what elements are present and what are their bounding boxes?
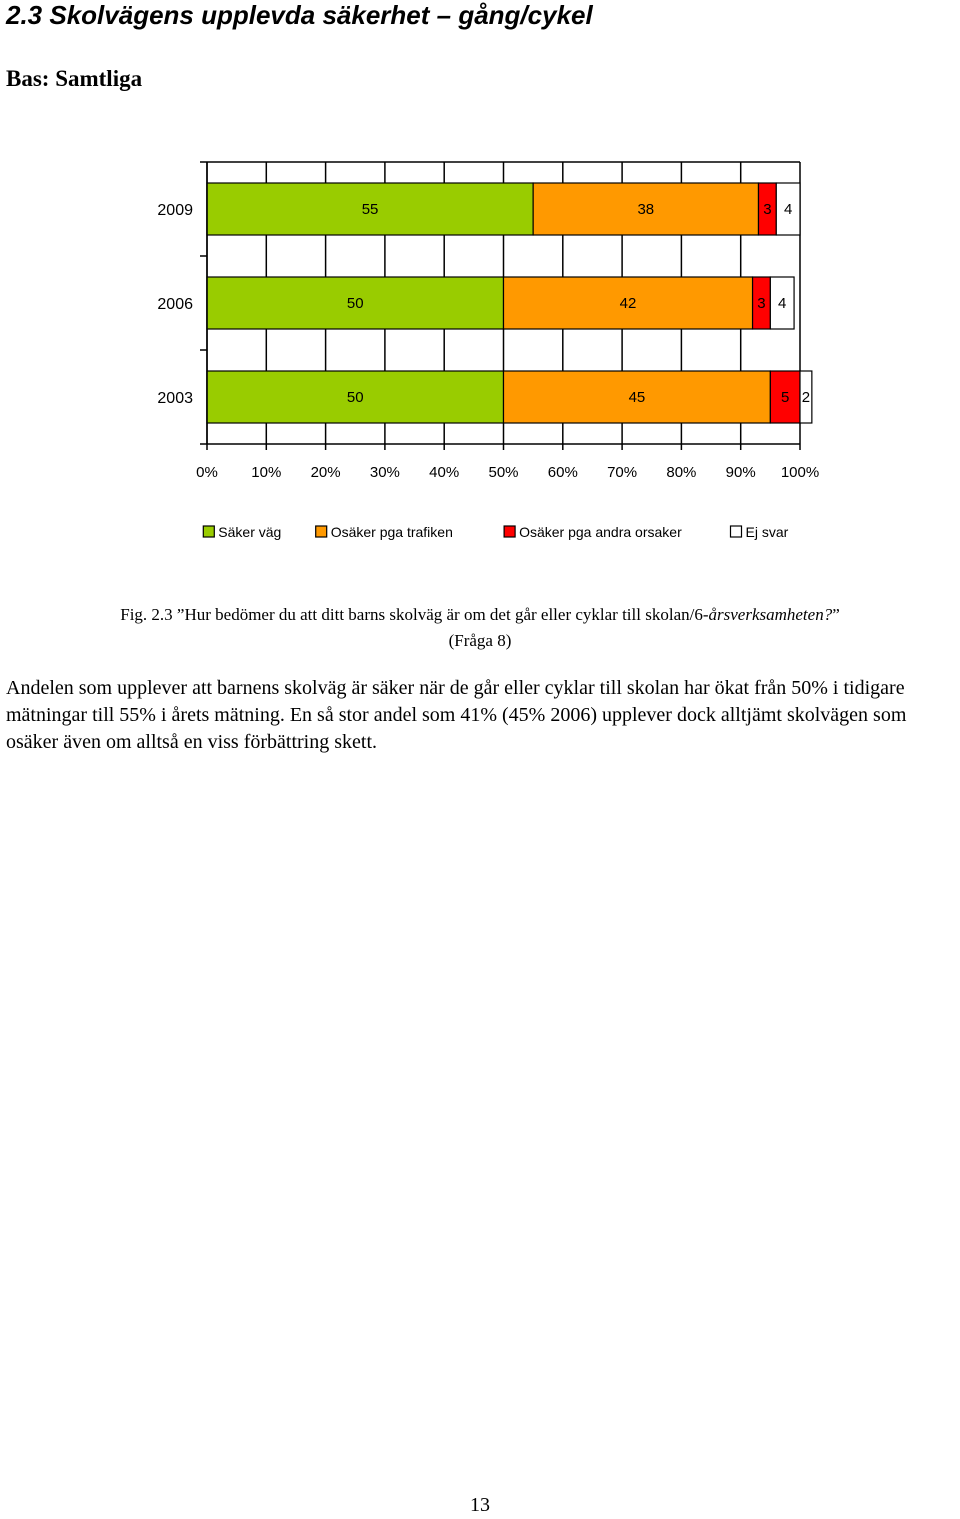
legend-swatch <box>504 526 515 537</box>
legend-label: Säker väg <box>218 524 282 540</box>
legend-swatch <box>731 526 742 537</box>
data-label: 2 <box>801 389 811 406</box>
x-tick-label: 80% <box>666 464 697 481</box>
base-label: Bas: Samtliga <box>6 66 143 91</box>
x-tick-label: 50% <box>488 464 519 481</box>
legend-label: Osäker pga trafiken <box>330 524 453 540</box>
caption-italic: årsverksamheten? <box>708 605 833 624</box>
legend-swatch <box>316 526 327 537</box>
legend-label: Ej svar <box>745 524 789 540</box>
caption-lead: Fig. 2.3 ”Hur bedömer du att ditt barns skolväg är om det går eller cyklar till skolan/6- <box>120 605 709 624</box>
caption-closing: ” <box>832 605 840 624</box>
data-label: 50 <box>346 389 364 406</box>
body-paragraph: Andelen som upplever att barnens skolväg är säker när de går eller cyklar till skolan har ökat från 50% i tidigare mätningar till 55% i årets mätning. En så stor andel som 41% (45% 2006) upplever dock alltjämt skolvägen som osäker även om alltså en viss förbättring skett. <box>6 677 907 753</box>
page-number: 13 <box>470 1494 490 1516</box>
data-label: 5 <box>781 389 790 406</box>
data-label: 45 <box>628 389 646 406</box>
x-tick-label: 30% <box>369 464 400 481</box>
category-label: 2006 <box>157 296 193 313</box>
data-label: 3 <box>757 295 766 312</box>
x-tick-label: 40% <box>429 464 460 481</box>
figure-caption <box>0 602 960 654</box>
stacked-bar-chart <box>0 150 960 570</box>
legend-label: Osäker pga andra orsaker <box>519 524 682 540</box>
category-label: 2003 <box>157 390 193 407</box>
x-tick-label: 70% <box>607 464 638 481</box>
legend-swatch <box>203 526 214 537</box>
data-label: 3 <box>763 201 772 218</box>
category-label: 2009 <box>157 202 193 219</box>
data-label: 4 <box>783 201 793 218</box>
data-label: 4 <box>778 295 787 312</box>
x-tick-label: 100% <box>780 464 820 481</box>
data-label: 42 <box>619 295 637 312</box>
data-label: 38 <box>637 201 655 218</box>
data-label: 55 <box>361 201 379 218</box>
data-label: 50 <box>346 295 364 312</box>
section-heading: 2.3 Skolvägens upplevda säkerhet – gång/cykel <box>6 0 593 30</box>
x-tick-label: 90% <box>725 464 756 481</box>
x-tick-label: 10% <box>251 464 282 481</box>
x-tick-label: 60% <box>547 464 578 481</box>
x-tick-label: 0% <box>196 464 218 481</box>
caption-question-ref: (Fråga 8) <box>448 631 512 650</box>
x-tick-label: 20% <box>310 464 341 481</box>
